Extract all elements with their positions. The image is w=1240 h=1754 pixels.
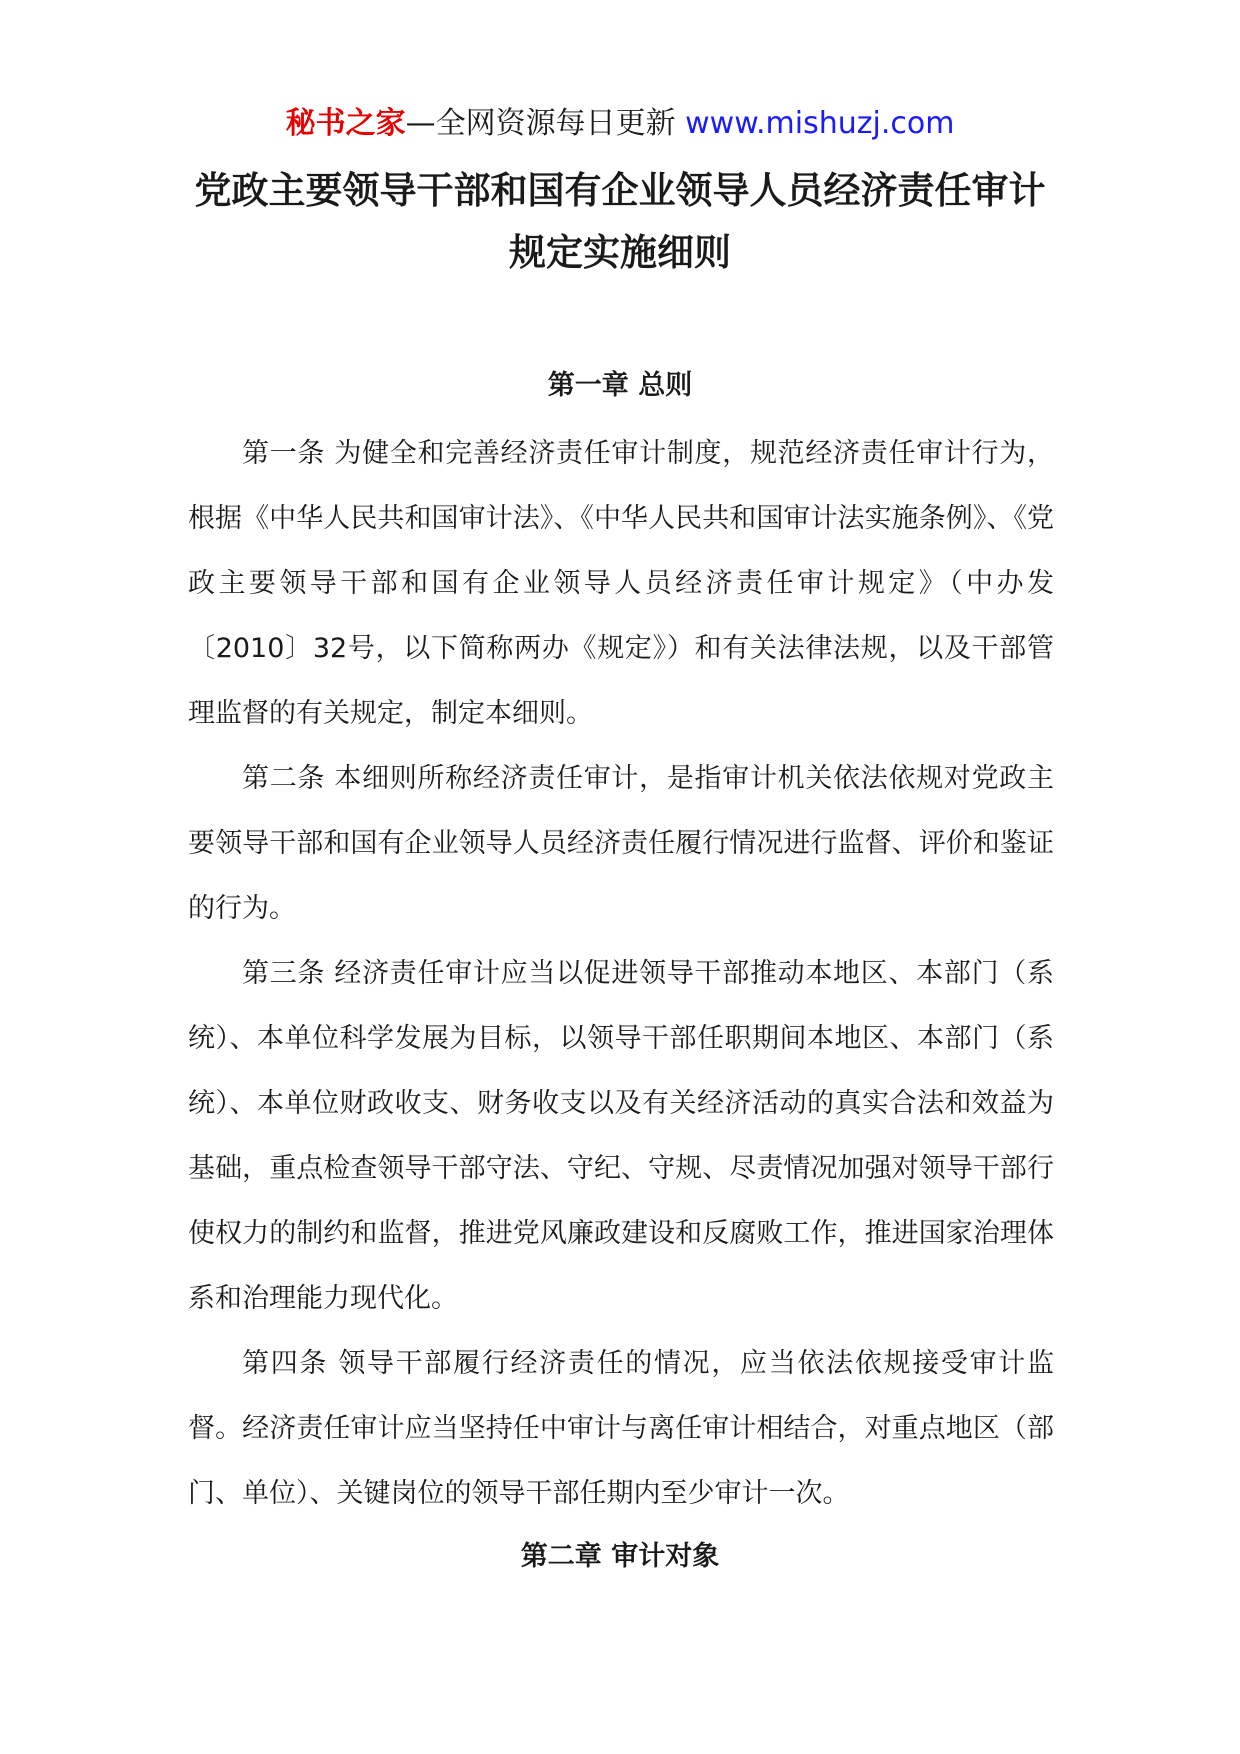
document-title-line-2: 规定实施细则 [509, 231, 731, 274]
banner-tagline: —全网资源每日更新 [405, 106, 686, 141]
document-title [150, 160, 1090, 284]
article-4-paragraph: 第四条 领导干部履行经济责任的情况，应当依法依规接受审计监督。经济责任审计应当坚持任中审计与离任审计相结合，对重点地区（部门、单位）、关键岗位的领导干部任期内至少审计一次。 [188, 1348, 1054, 1509]
article-1-paragraph: 第一条 为健全和完善经济责任审计制度，规范经济责任审计行为，根据《中华人民共和国审计法》、《中华人民共和国审计法实施条例》、《党政主要领导干部和国有企业领导人员经济责任审计规定》（中办发〔2010〕32号，以下简称两办《规定》）和有关法律法规，以及干部管理监督的有关规定，制定本细则。 [188, 438, 1054, 729]
article-2-paragraph: 第二条 本细则所称经济责任审计，是指审计机关依法依规对党政主要领导干部和国有企业领导人员经济责任履行情况进行监督、评价和鉴证的行为。 [188, 763, 1054, 924]
document-title-line-1: 党政主要领导干部和国有企业领导人员经济责任审计 [194, 169, 1046, 212]
site-banner [0, 100, 1240, 148]
article-3-paragraph: 第三条 经济责任审计应当以促进领导干部推动本地区、本部门（系统）、本单位科学发展为目标，以领导干部任职期间本地区、本部门（系统）、本单位财政收支、财务收支以及有关经济活动的真实合法和效益为基础，重点检查领导干部守法、守纪、守规、尽责情况加强对领导干部行使权力的制约和监督，推进党风廉政建设和反腐败工作，推进国家治理体系和治理能力现代化。 [188, 958, 1054, 1314]
banner-brand: 秘书之家 [285, 106, 406, 141]
banner-url-link[interactable]: www.mishuzj.com [685, 106, 955, 141]
chapter-1-heading: 第一章 总则 [547, 370, 693, 401]
chapter-2-heading: 第二章 审计对象 [520, 1541, 720, 1572]
